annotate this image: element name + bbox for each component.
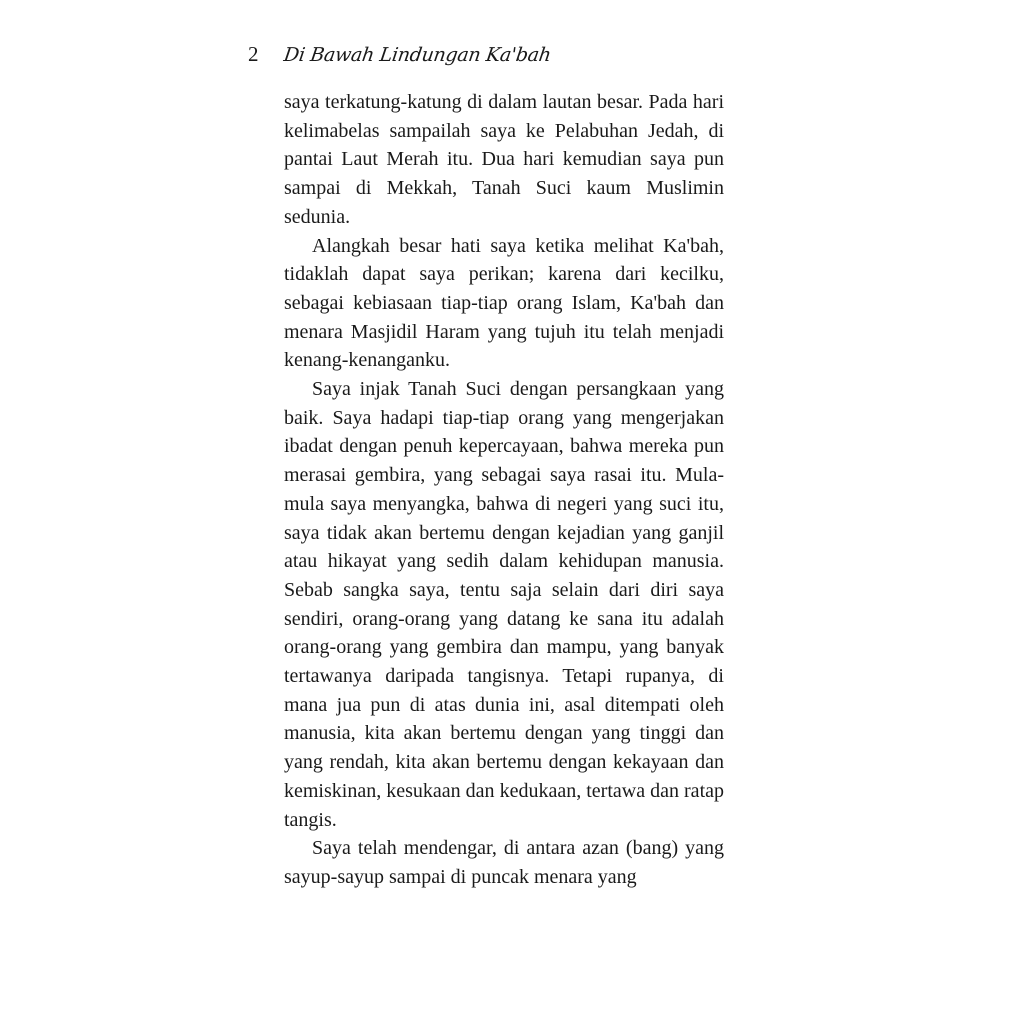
paragraph-4: Saya telah mendengar, di antara azan (bang) yang sayup-sayup sampai di puncak menara yang [284,837,724,888]
page-number: 2 [248,42,259,66]
body-text [284,88,724,892]
book-title: Di Bawah Lindungan Ka'bah [282,44,553,66]
paragraph-3: Saya injak Tanah Suci dengan persangkaan yang baik. Saya hadapi tiap-tiap orang yang mengerjakan ibadat dengan penuh kepercayaan, bahwa mereka pun merasai gembira, yang sebagai saya rasai itu. Mula-mula saya menyangka, bahwa di negeri yang suci itu, saya tidak akan bertemu dengan kejadian yang ganjil atau hikayat yang sedih dalam kehidupan manusia. Sebab sangka saya, tentu saja selain dari diri saya sendiri, orang-orang yang datang ke sana itu adalah orang-orang yang gembira dan mampu, yang banyak tertawanya daripada tangisnya. Tetapi rupanya, di mana jua pun di atas dunia ini, asal ditempati oleh manusia, kita akan bertemu dengan yang tinggi dan yang rendah, kita akan bertemu dengan kekayaan dan kemiskinan, kesukaan dan kedukaan, tertawa dan ratap tangis. [284,378,724,831]
paragraph-1: saya terkatung-katung di dalam lautan besar. Pada hari kelimabelas sampailah saya ke Pelabuhan Jedah, di pantai Laut Merah itu. Dua hari kemudian saya pun sampai di Mekkah, Tanah Suci kaum Muslimin sedunia. [284,91,724,228]
paragraph-2: Alangkah besar hati saya ketika melihat Ka'bah, tidaklah dapat saya perikan; karena dari kecilku, sebagai kebiasaan tiap-tiap orang Islam, Ka'bah dan menara Masjidil Haram yang tujuh itu telah menjadi kenang-kenanganku. [284,234,724,372]
running-head [248,42,728,72]
